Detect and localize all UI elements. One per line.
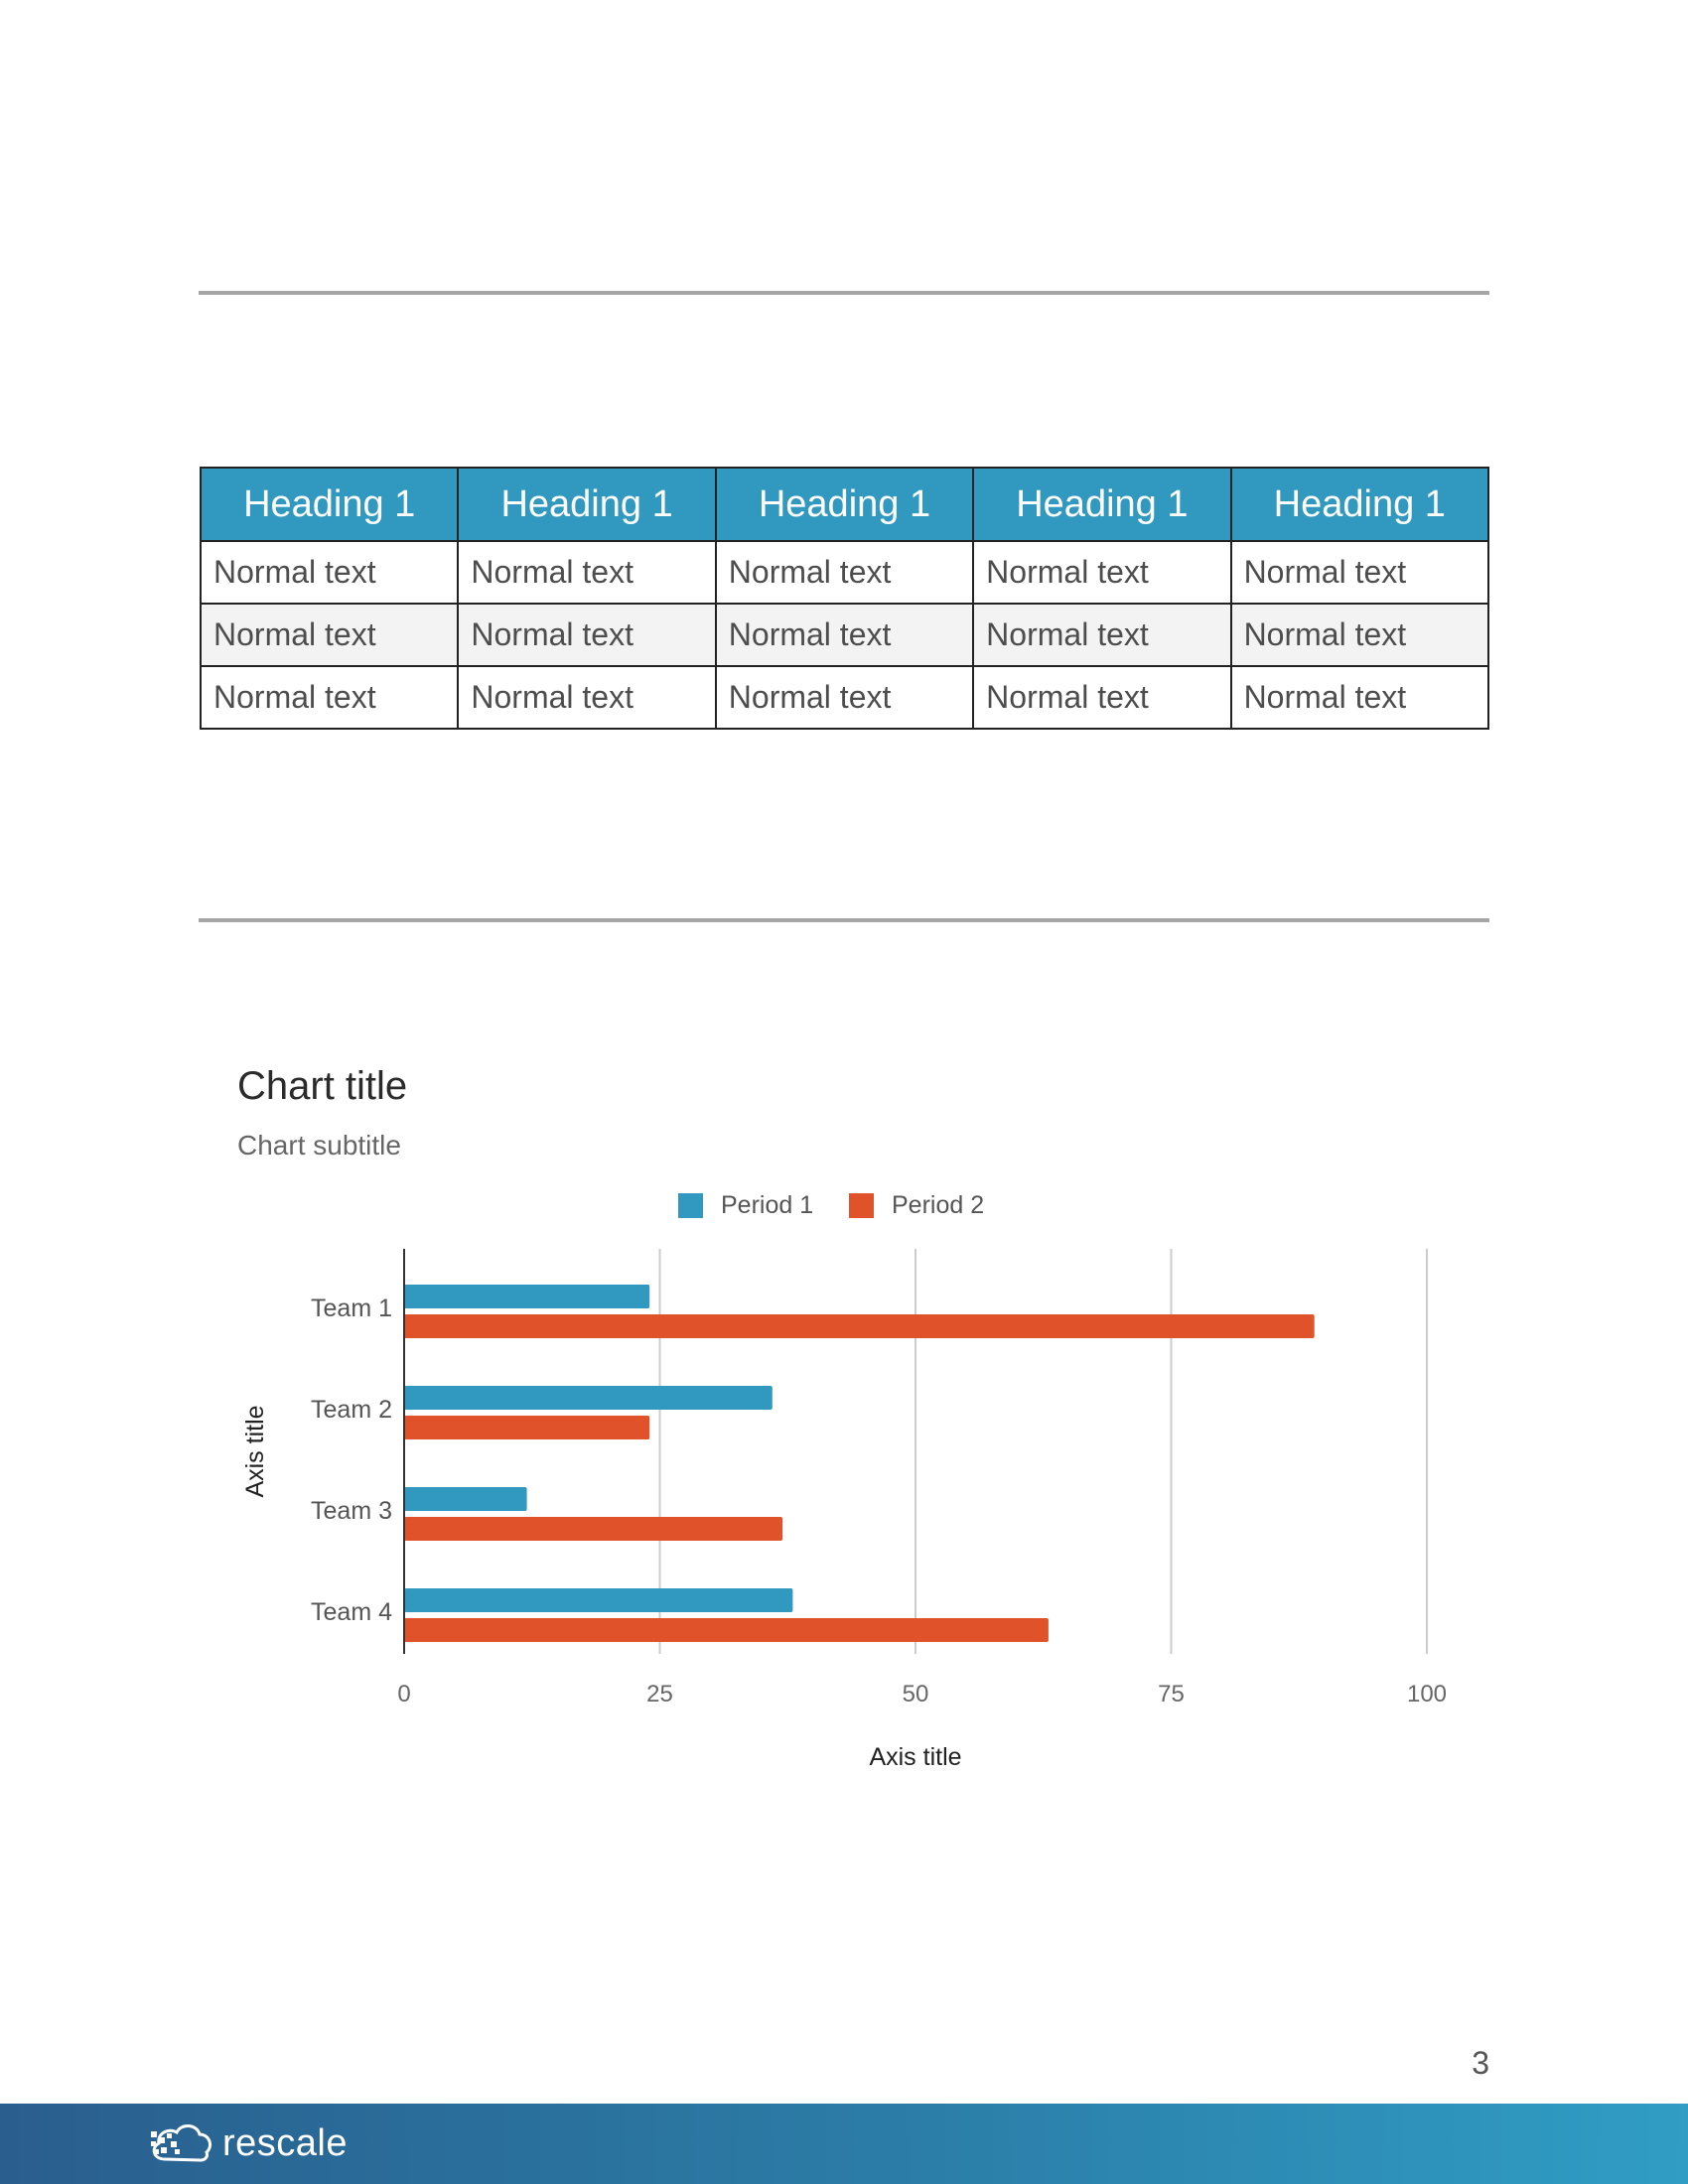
table-cell: Normal text: [716, 541, 973, 604]
x-tick-label: 75: [1158, 1681, 1185, 1707]
middle-divider: [199, 918, 1489, 922]
page-number: 3: [1472, 2045, 1489, 2081]
chart-subtitle: Chart subtitle: [237, 1130, 401, 1160]
y-category-label: Team 3: [311, 1497, 392, 1525]
bar-period-2: [404, 1618, 1049, 1642]
table-cell: Normal text: [201, 604, 458, 666]
bar-period-1: [404, 1386, 773, 1410]
chart-title: Chart title: [237, 1064, 408, 1108]
table-cell: Normal text: [973, 604, 1230, 666]
y-category-label: Team 2: [311, 1396, 392, 1424]
rescale-logo: [147, 2119, 348, 2167]
bar-period-1: [404, 1588, 792, 1612]
bar-period-1: [404, 1285, 649, 1308]
y-category-label: Team 4: [311, 1598, 392, 1626]
table-cell: Normal text: [973, 541, 1230, 604]
bar-chart: [0, 1032, 1688, 1787]
table-header-cell: Heading 1: [973, 468, 1230, 541]
table-cell: Normal text: [458, 541, 715, 604]
table-header-cell: Heading 1: [201, 468, 458, 541]
x-tick-label: 50: [902, 1681, 929, 1707]
chart-plot: [0, 1032, 1688, 1787]
x-tick-label: 25: [646, 1681, 673, 1707]
footer-bar: [0, 2104, 1688, 2184]
table-cell: Normal text: [201, 666, 458, 729]
legend-label: Period 1: [721, 1191, 814, 1219]
bar-period-2: [404, 1416, 649, 1439]
table-header-cell: Heading 1: [458, 468, 715, 541]
table-cell: Normal text: [716, 666, 973, 729]
table-cell: Normal text: [1231, 541, 1488, 604]
table-header-cell: Heading 1: [716, 468, 973, 541]
table-cell: Normal text: [716, 604, 973, 666]
table-cell: Normal text: [1231, 666, 1488, 729]
table-row: [201, 541, 1488, 604]
table-cell: Normal text: [458, 604, 715, 666]
legend-label: Period 2: [892, 1191, 985, 1219]
table-cell: Normal text: [973, 666, 1230, 729]
x-tick-label: 100: [1406, 1681, 1448, 1707]
bar-period-2: [404, 1314, 1315, 1338]
y-category-label: Team 1: [311, 1295, 392, 1322]
top-divider: [199, 291, 1489, 295]
table-cell: Normal text: [458, 666, 715, 729]
table-row: [201, 666, 1488, 729]
y-axis-title: Axis title: [241, 1405, 269, 1498]
data-table: [200, 467, 1489, 730]
bar-period-1: [404, 1487, 527, 1511]
x-tick-label: 0: [397, 1681, 411, 1707]
bar-period-2: [404, 1517, 782, 1541]
cloud-logo-icon: [147, 2119, 216, 2167]
table-header-cell: Heading 1: [1231, 468, 1488, 541]
table-row: [201, 604, 1488, 666]
table-header-row: [201, 468, 1488, 541]
brand-name: rescale: [222, 2121, 348, 2164]
table-cell: Normal text: [201, 541, 458, 604]
x-axis-title: Axis title: [869, 1743, 962, 1771]
table-cell: Normal text: [1231, 604, 1488, 666]
